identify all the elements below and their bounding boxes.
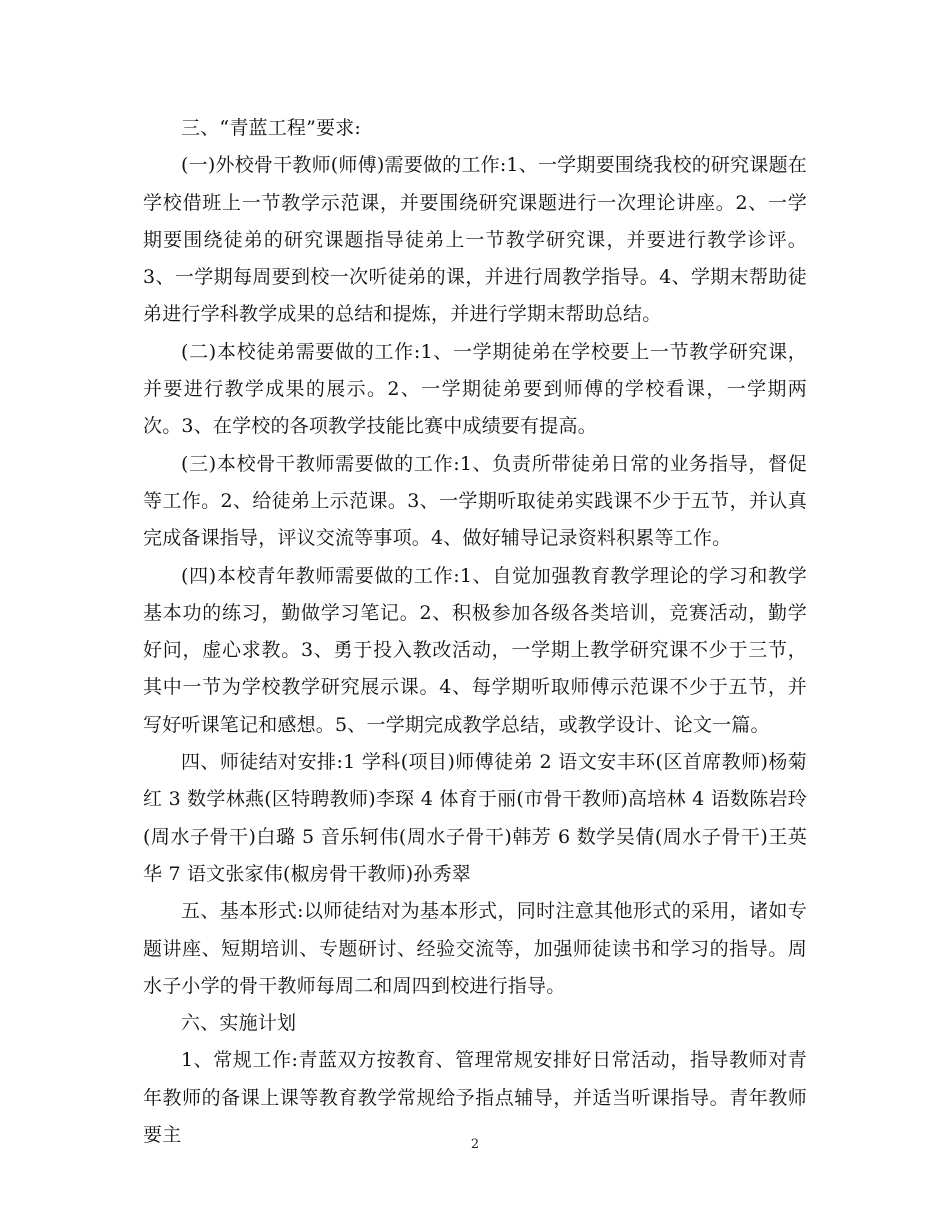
paragraph-basic-form: 五、基本形式:以师徒结对为基本形式，同时注意其他形式的采用，诸如专题讲座、短期培训、专题研讨、经验交流等，加强师徒读书和学习的指导。周水子小学的骨干教师每周二和周四到校进行指导。 <box>143 900 807 997</box>
section-heading-requirements: 三、“青蓝工程”要求: <box>181 117 362 139</box>
paragraph-young-teacher-duties: (四)本校青年教师需要做的工作:1、自觉加强教育教学理论的学习和教学基本功的练习，勤做学习笔记。2、积极参加各级各类培训，竞赛活动，勤学好问，虚心求教。3、勇于投入教改活动，一学期上教学研究课不少于三节，其中一节为学校教学研究展示课。4、每学期听取师傅示范课不少于五节，并写好听课笔记和感想。5、一学期完成教学总结，或教学设计、论文一篇。 <box>143 564 807 736</box>
section-heading-implementation: 六、实施计划 <box>181 1012 297 1035</box>
paragraph-external-mentor-duties: (一)外校骨干教师(师傅)需要做的工作:1、一学期要围绕我校的研究课题在学校借班上一节教学示范课，并要围绕研究课题进行一次理论讲座。2、一学期要围绕徒弟的研究课题指导徒弟上一节教学研究课，并要进行教学诊评。3、一学期每周要到校一次听徒弟的课，并进行周教学指导。4、学期末帮助徒弟进行学科教学成果的总结和提炼，并进行学期末帮助总结。 <box>143 154 807 326</box>
paragraph-apprentice-duties: (二)本校徒弟需要做的工作:1、一学期徒弟在学校要上一节教学研究课，并要进行教学成果的展示。2、一学期徒弟要到师傅的学校看课，一学期两次。3、在学校的各项教学技能比赛中成绩要有提高。 <box>143 340 807 438</box>
paragraph-routine-work: 1、常规工作:青蓝双方按教育、管理常规安排好日常活动，指导教师对青年教师的备课上课等教育教学常规给予指点辅导，并适当听课指导。青年教师要主 <box>143 1049 807 1147</box>
document-body <box>143 110 807 1154</box>
page-number: 2 <box>470 1137 480 1152</box>
paragraph-school-mentor-duties: (三)本校骨干教师需要做的工作:1、负责所带徒弟日常的业务指导，督促等工作。2、给徒弟上示范课。3、一学期听取徒弟实践课不少于五节，并认真完成备课指导，评议交流等事项。4、做好辅导记录资料积累等工作。 <box>143 452 807 550</box>
paragraph-pairing-arrangement: 四、师徒结对安排:1 学科(项目)师傅徒弟 2 语文安丰环(区首席教师)杨菊红 3 数学林燕(区特聘教师)李琛 4 体育于丽(市骨干教师)高培林 4 语数陈岩玲(周水子骨干)白璐 5 音乐轲伟(周水子骨干)韩芳 6 数学吴倩(周水子骨干)王英华 7 语文张家伟(椒房骨干教师)孙秀翠 <box>143 751 807 885</box>
